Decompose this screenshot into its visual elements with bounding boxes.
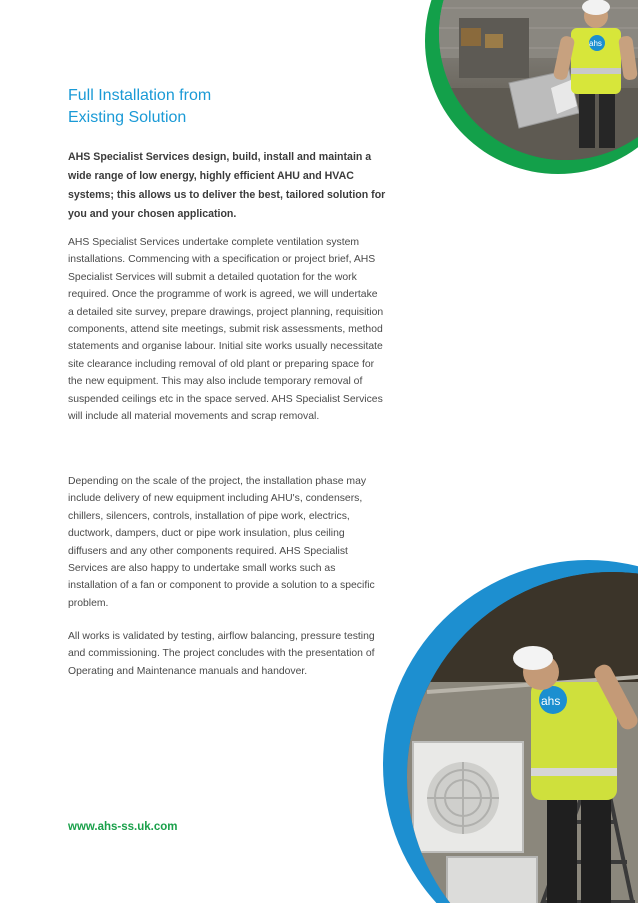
body-paragraph: Depending on the scale of the project, the installation phase may include delivery of new equipment including AHU's, condensers, chillers, silencers, controls, installation of pipe work, electrics, ductwork, dampers, duct or pipe work insulation, plus ceiling diffusers and any other components required. AHS Specialist Services are also happy to undertake small works such as installation of a fan or component to provide a solution to a specific problem. [68, 476, 375, 609]
top-photo-frame [425, 0, 638, 174]
bottom-photo-frame [383, 560, 638, 903]
vest-logo-text: ahs [541, 694, 561, 708]
intro-paragraph: AHS Specialist Services design, build, install and maintain a wide range of low energy, highly efficient AHU and HVAC systems; this allows us to deliver the best, tailored solution for you and your chosen application. [68, 151, 386, 220]
page-title [68, 85, 368, 129]
website-link[interactable]: www.ahs-ss.uk.com [68, 821, 178, 833]
installer-on-ladder-photo [407, 572, 638, 903]
installer-carrying-duct-photo [439, 0, 638, 160]
title-line-1: Full Installation from [68, 86, 212, 104]
body-paragraph: All works is validated by testing, airflow balancing, pressure testing and commissioning. The project concludes with the presentation of Operating and Maintenance manuals and handover. [68, 631, 375, 677]
title-line-2: Existing Solution [68, 108, 187, 126]
vest-logo-text: ahs [589, 39, 602, 48]
body-paragraph: AHS Specialist Services undertake complete ventilation system installations. Commencing with a specification or project brief, AHS Specialist Services will submit a detailed quotation for the work required. Once the programme of work is agreed, we will undertake a detailed site survey, prepare drawings, project planning, requisition components, attend site meetings, submit risk assessments, method statements and organise labour. Initial site works usually necessitate site clearance including removal of old plant or preparing space for the new equipment. This may also include temporary removal of suspended ceilings etc in the space served. AHS Specialist Services will include all material movements and scrap removal. [68, 237, 384, 423]
